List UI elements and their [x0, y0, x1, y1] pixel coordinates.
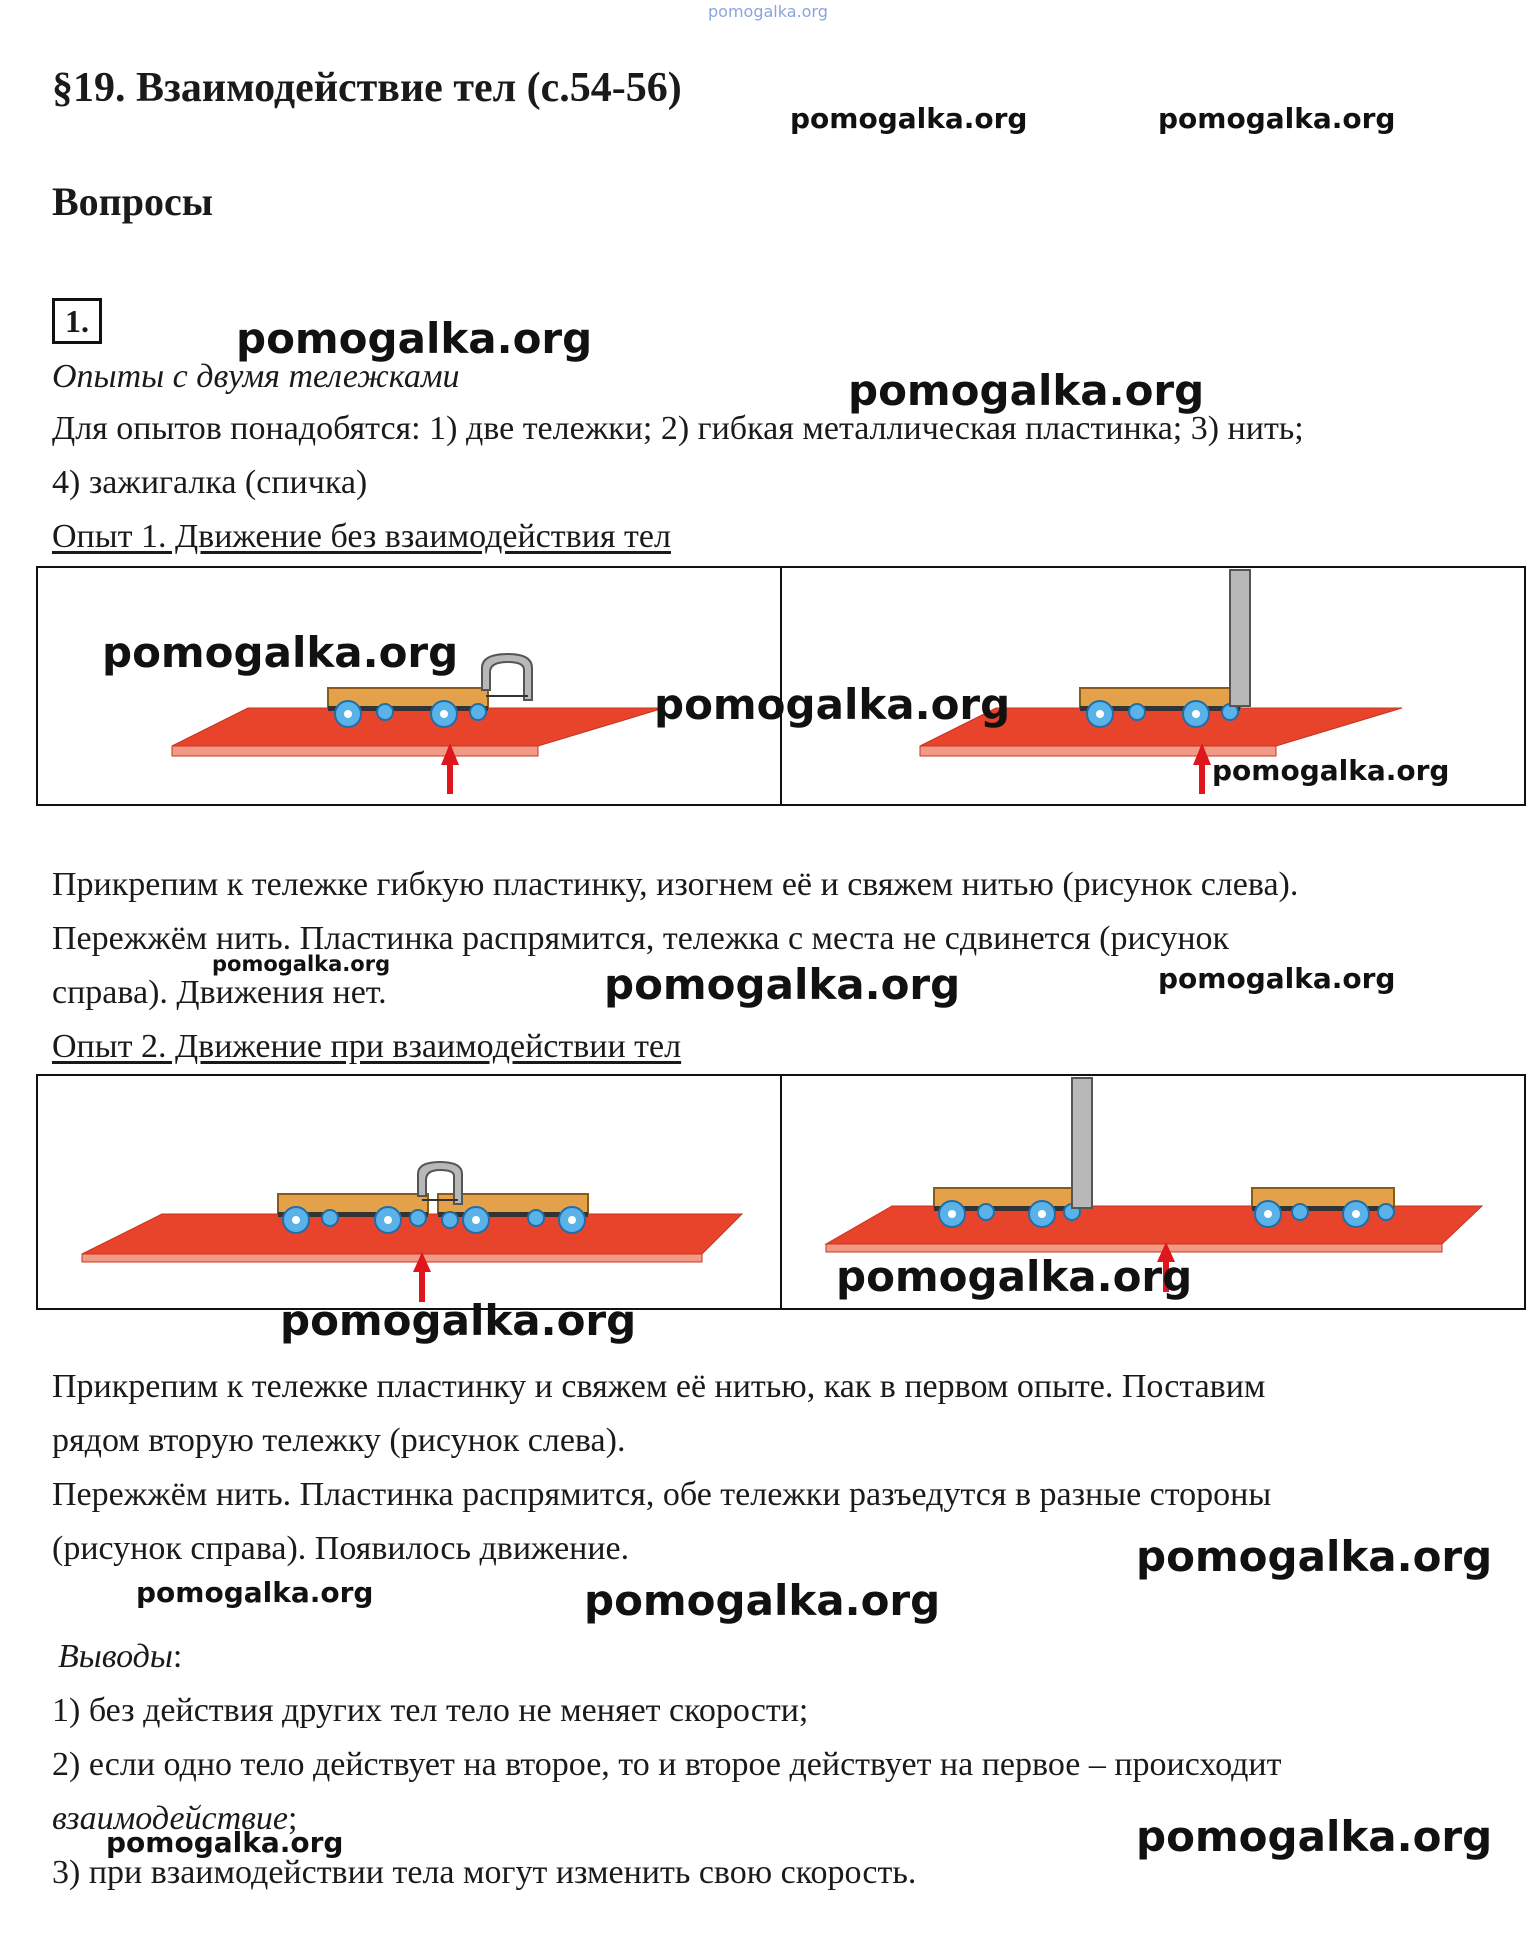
watermark: pomogalka.org [1158, 102, 1396, 135]
exp1-text-1: Прикрепим к тележке гибкую пластинку, изогнем её и свяжем нитью (рисунок слева). [52, 866, 1299, 903]
watermark: pomogalka.org [136, 1576, 374, 1609]
watermark: pomogalka.org [102, 628, 459, 677]
watermark: pomogalka.org [848, 366, 1205, 415]
exp1-text-3: справа). Движения нет. [52, 974, 387, 1011]
figure-exp2-left [38, 1076, 780, 1308]
exp2-text-2: рядом вторую тележку (рисунок слева). [52, 1422, 626, 1459]
watermark: pomogalka.org [584, 1576, 941, 1625]
exp1-text-2: Пережжём нить. Пластинка распрямится, тележка с места не сдвинется (рисунок [52, 920, 1230, 957]
watermark: pomogalka.org [654, 680, 1011, 729]
watermark: pomogalka.org [1158, 962, 1396, 995]
conclusion-1: 1) без действия других тел тело не меняет скорости; [52, 1692, 809, 1729]
intro-line-1: Для опытов понадобятся: 1) две тележки; 2) гибкая металлическая пластинка; 3) нить; [52, 410, 1304, 447]
question-number: 1. [52, 298, 102, 344]
figure-row-experiment-2 [36, 1074, 1526, 1310]
conclusion-3: 3) при взаимодействии тела могут изменить свою скорость. [52, 1854, 917, 1891]
exp1-heading: Опыт 1. Движение без взаимодействия тел [52, 518, 671, 555]
exp2-text-1: Прикрепим к тележке пластинку и свяжем её нитью, как в первом опыте. Поставим [52, 1368, 1266, 1405]
watermark: pomogalka.org [212, 952, 391, 976]
watermark: pomogalka.org [1136, 1812, 1493, 1861]
conclusions-label: Выводы: [58, 1638, 183, 1675]
watermark: pomogalka.org [106, 1826, 344, 1859]
watermark: pomogalka.org [236, 314, 593, 363]
watermark: pomogalka.org [280, 1296, 637, 1345]
page-title: §19. Взаимодействие тел (с.54-56) [52, 65, 682, 111]
section-heading: Вопросы [52, 179, 213, 224]
watermark: pomogalka.org [836, 1252, 1193, 1301]
watermark: pomogalka.org [604, 960, 961, 1009]
conclusion-2: 2) если одно тело действует на второе, то и второе действует на первое – происходит [52, 1746, 1282, 1783]
exp2-text-3: Пережжём нить. Пластинка распрямится, обе тележки разъедутся в разные стороны [52, 1476, 1272, 1513]
watermark: pomogalka.org [1212, 754, 1450, 787]
exp2-heading: Опыт 2. Движение при взаимодействии тел [52, 1028, 682, 1065]
watermark: pomogalka.org [790, 102, 1028, 135]
subtitle: Опыты с двумя тележками [52, 358, 460, 395]
intro-line-2: 4) зажигалка (спичка) [52, 464, 368, 501]
exp2-text-4: (рисунок справа). Появилось движение. [52, 1530, 630, 1567]
watermark: pomogalka.org [1136, 1532, 1493, 1581]
figure-exp2-right [780, 1076, 1524, 1308]
conclusion-2-cont: взаимодействие; [52, 1800, 298, 1837]
watermark-top: pomogalka.org [708, 2, 828, 21]
